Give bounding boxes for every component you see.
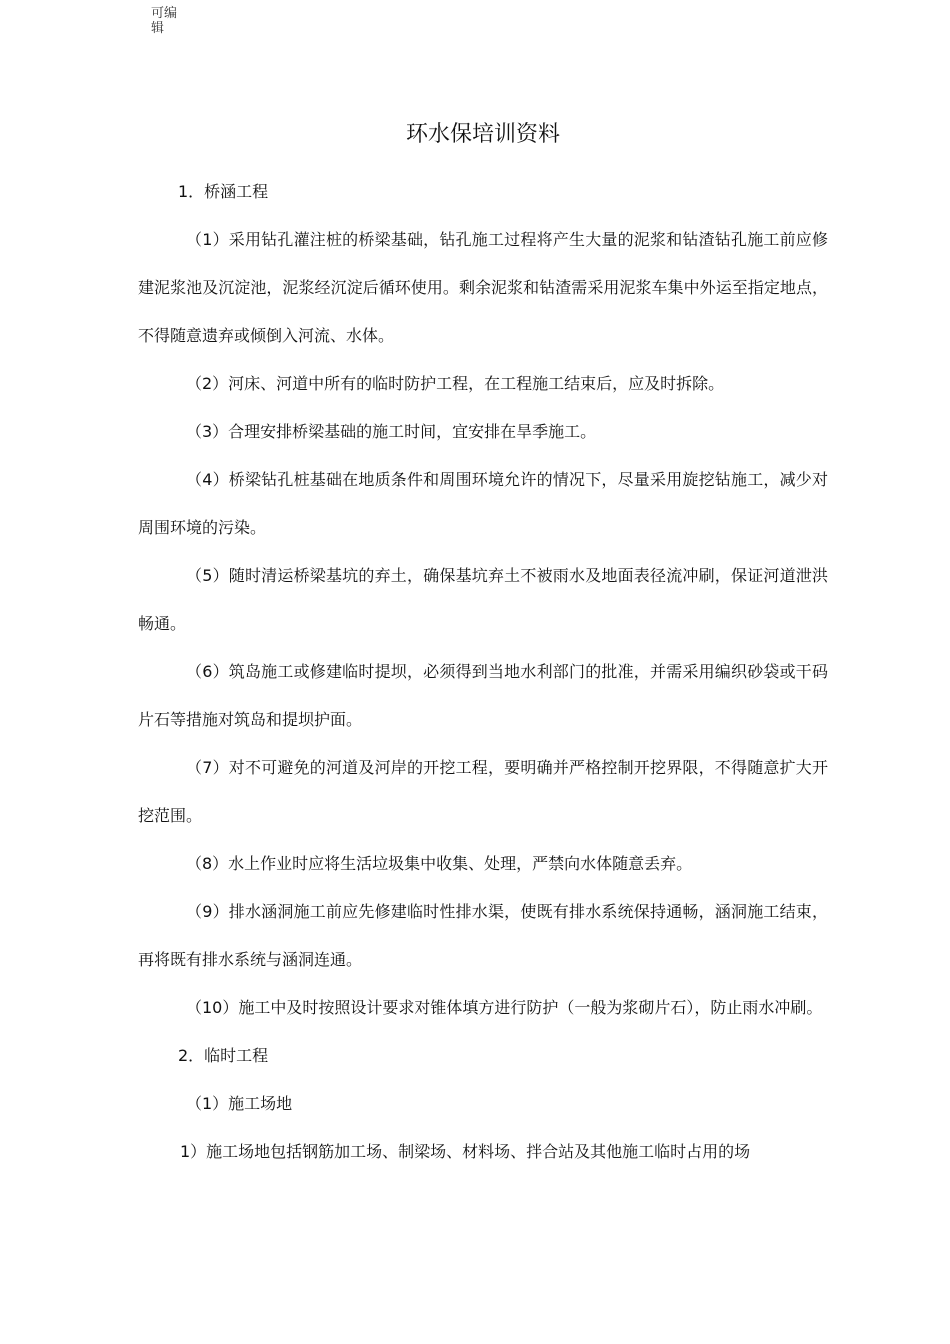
paragraph-item-4: （4）桥梁钻孔桩基础在地质条件和周围环境允许的情况下，尽量采用旋挖钻施工，减少对周围环境的污染。 bbox=[138, 470, 828, 537]
document-body bbox=[138, 168, 828, 1176]
paragraph-item-5: （5）随时清运桥梁基坑的弃土，确保基坑弃土不被雨水及地面表径流冲刷，保证河道泄洪畅通。 bbox=[138, 566, 828, 633]
paragraph-item-10: （10）施工中及时按照设计要求对锥体填方进行防护（一般为浆砌片石），防止雨水冲刷。 bbox=[186, 998, 823, 1017]
document-title: 环水保培训资料 bbox=[405, 122, 560, 147]
paragraph-item-2: （2）河床、河道中所有的临时防护工程，在工程施工结束后，应及时拆除。 bbox=[186, 374, 725, 393]
subsection-heading-site: （1）施工场地 bbox=[186, 1094, 293, 1113]
paragraph-item-3: （3）合理安排桥梁基础的施工时间，宜安排在旱季施工。 bbox=[186, 422, 597, 441]
paragraph-item-7: （7）对不可避免的河道及河岸的开挖工程，要明确并严格控制开挖界限，不得随意扩大开挖范围。 bbox=[138, 758, 828, 825]
paragraph-item-8: （8）水上作业时应将生活垃圾集中收集、处理，严禁向水体随意丢弃。 bbox=[186, 854, 693, 873]
paragraph-item-6: （6）筑岛施工或修建临时提坝，必须得到当地水利部门的批准，并需采用编织砂袋或干码片石等措施对筑岛和提坝护面。 bbox=[138, 662, 828, 729]
section-heading-bridges: 1．桥涵工程 bbox=[178, 182, 269, 201]
paragraph-item-1: （1）采用钻孔灌注桩的桥梁基础，钻孔施工过程将产生大量的泥浆和钻渣钻孔施工前应修建泥浆池及沉淀池，泥浆经沉淀后循环使用。剩余泥浆和钻渣需采用泥浆车集中外运至指定地点，不得随意遗弃或倾倒入河流、水体。 bbox=[138, 230, 828, 345]
watermark-text: 可编辑 bbox=[151, 6, 178, 36]
paragraph-site-item-1: 1）施工场地包括钢筋加工场、制梁场、材料场、拌合站及其他施工临时占用的场 bbox=[180, 1142, 751, 1161]
paragraph-item-9: （9）排水涵洞施工前应先修建临时性排水渠，使既有排水系统保持通畅，涵洞施工结束，再将既有排水系统与涵洞连通。 bbox=[138, 902, 828, 969]
section-heading-temporary: 2．临时工程 bbox=[178, 1046, 269, 1065]
